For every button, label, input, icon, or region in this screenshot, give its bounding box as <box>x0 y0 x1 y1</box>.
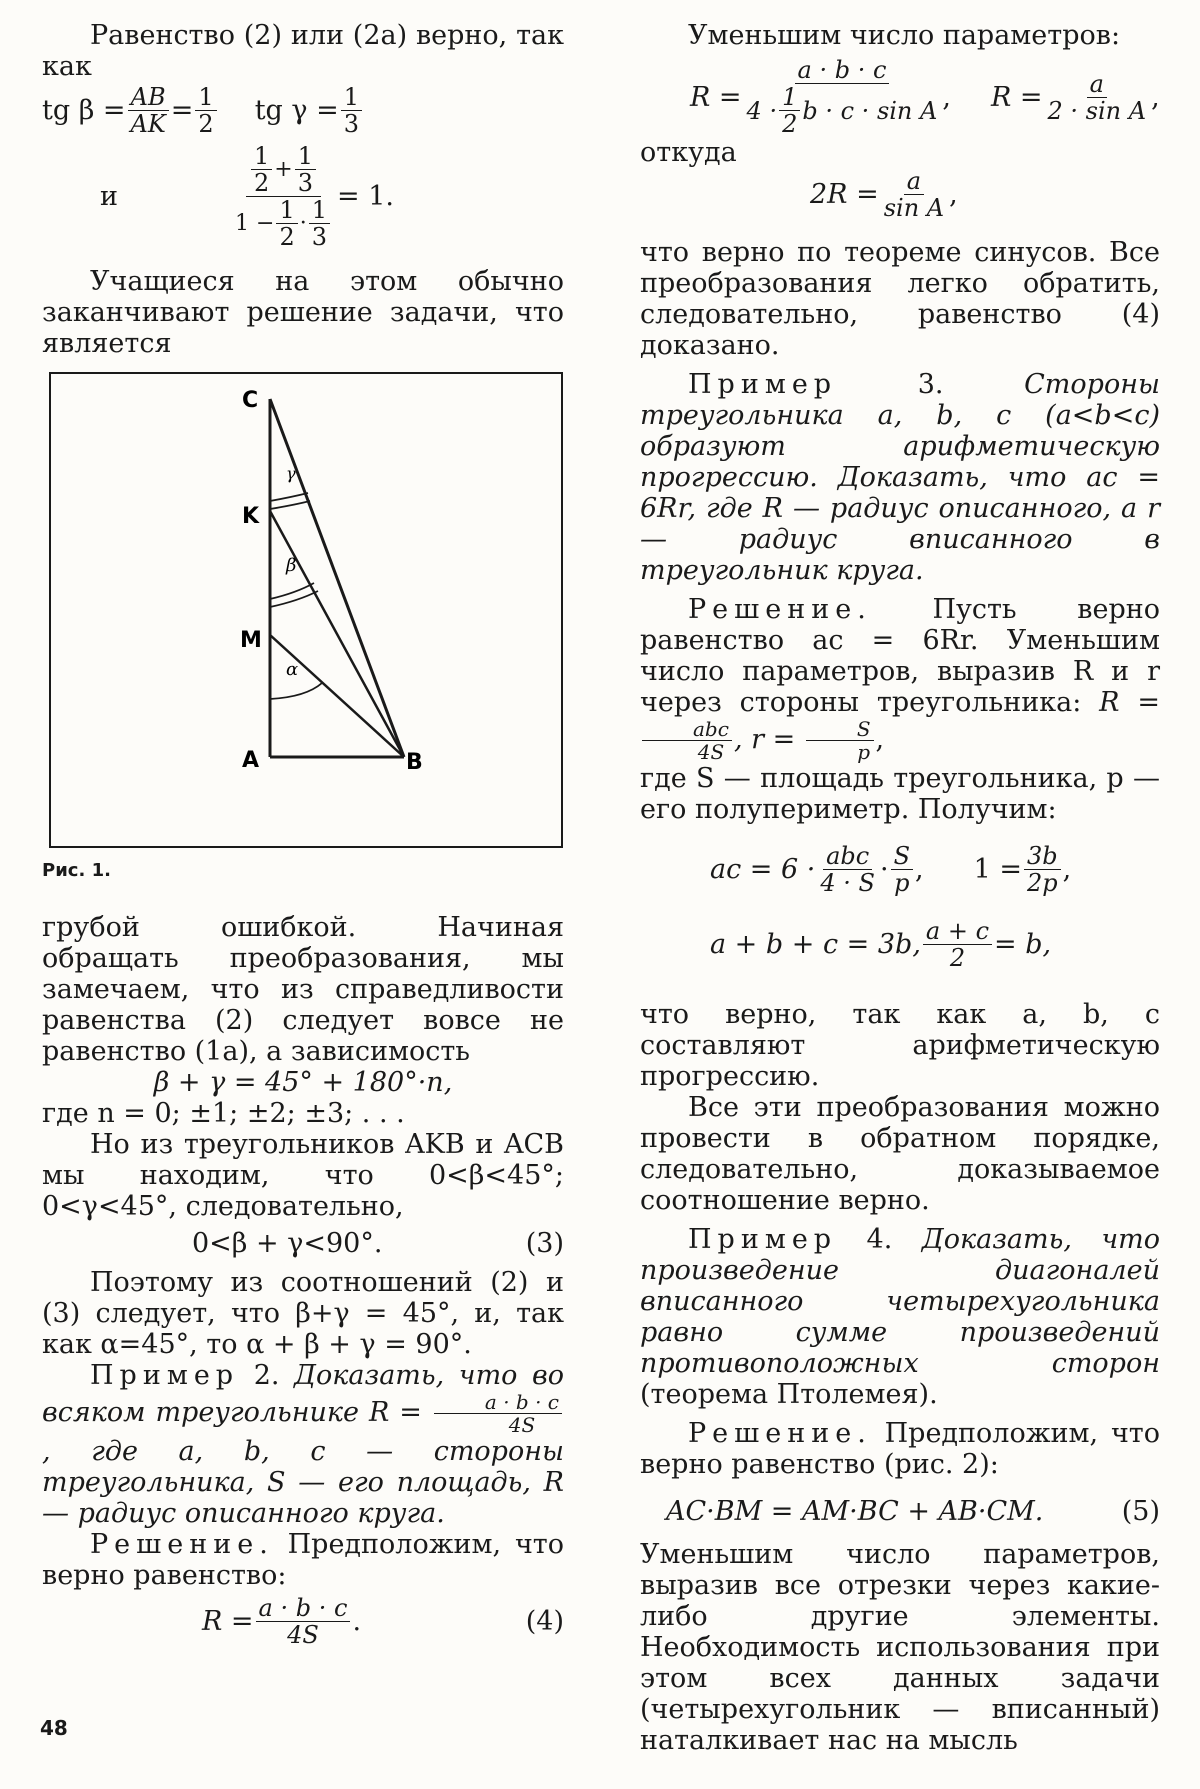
formula-5: AC·BM = AM·BC + AB·CM. (5) <box>666 1496 1160 1527</box>
arc-alpha <box>270 683 322 699</box>
formula-3: 0<β + γ<90°. (3) <box>192 1228 564 1259</box>
paragraph: Поэтому из соотношений (2) и (3) следует, что β+γ = 45°, и, так как α=45°, то α + β + γ = 90°. <box>42 1267 564 1360</box>
label-K: K <box>242 504 260 529</box>
label-beta: β <box>286 555 297 576</box>
formula-4: R = $\frac{a \cdot b \cdot c}{4S}$ . (4) <box>202 1594 564 1649</box>
formula-tg: tg β = $\frac{AB}{AK}$ = $\frac{1}{2}$ tg γ = $\frac{1}{3}$ <box>42 84 564 137</box>
paragraph: Уменьшим число параметров: <box>688 20 1121 51</box>
triangle-diagram <box>46 371 566 851</box>
arc-gamma-1 <box>270 493 308 501</box>
paragraph: грубой ошибкой. Начиная обращать преобразования, мы замечаем, что из справедливости равенства (2) следует вовсе не равенство (1a), а зависимость <box>42 912 564 1067</box>
paragraph: Учащиеся на этом обычно заканчивают решение задачи, что является <box>42 266 564 359</box>
example-2: Пример 2. Доказать, что во всяком треугольнике R = $\frac{a \cdot b \cdot c}{4S}$ , где a, b, c — стороны треугольника, S — его площадь, R — радиус описанного круга. <box>42 1360 564 1529</box>
paragraph: откуда <box>640 137 737 168</box>
left-column <box>42 20 564 1648</box>
paragraph: Равенство (2) или (2a) верно, так как <box>42 20 564 82</box>
formula-sum-abc: a + b + c = 3b, $\frac{a + c}{2}$ = b, <box>710 917 1052 972</box>
label-M: M <box>240 628 262 653</box>
solution-4: Решение. Предположим, что верно равенство (рис. 2): <box>640 1418 1160 1480</box>
solution-3: Решение. Пусть верно равенство ac = 6Rr. Уменьшим число параметров, выразив R и r через стороны треугольника: R = $\frac{\text{abc}}{4S}$ , r = $\frac{S}{p}$ , <box>640 594 1160 764</box>
page-number: 48 <box>40 1716 68 1740</box>
formula: β + γ = 45° + 180°·n, <box>153 1067 453 1098</box>
segment-KB <box>270 511 404 757</box>
paragraph: что верно, так как a, b, c составляют арифметическую прогрессию. <box>640 999 1160 1092</box>
paragraph: где S — площадь треугольника, p — его полупериметр. Получим: <box>640 763 1160 825</box>
label-B: B <box>406 750 423 775</box>
paragraph: Уменьшим число параметров, выразив все отрезки через какие-либо другие элементы. Необходимость использования при этом всех данных задачи (четырехугольник — вписанный) наталкивает нас на мысль <box>640 1539 1160 1756</box>
paragraph: Все эти преобразования можно провести в обратном порядке, следовательно, доказываемое соотношение верно. <box>640 1092 1160 1216</box>
label-gamma: γ <box>286 464 296 483</box>
paragraph: что верно по теореме синусов. Все преобразования легко обратить, следовательно, равенство (4) доказано. <box>640 237 1160 361</box>
paragraph: где n = 0; ±1; ±2; ±3; . . . <box>42 1098 405 1129</box>
label-C: C <box>242 388 259 413</box>
figure-frame <box>50 373 562 847</box>
arc-gamma-2 <box>270 501 310 509</box>
label-alpha: α <box>286 659 299 680</box>
side-CB <box>270 399 404 757</box>
example-3: Пример 3. Стороны треугольника a, b, c (a<b<c) образуют арифметическую прогрессию. Доказать, что ac = 6Rr, где R — радиус описанного, а r — радиус вписанного в треугольник круга. <box>640 369 1160 586</box>
figure-triangle <box>46 371 566 851</box>
formula-ac: ac = 6 · $\frac{\text{abc}}{4 \cdot S}$ · $\frac{S}{p}$ , 1 = $\frac{3b}{2p}$ , <box>710 842 1072 897</box>
example-4: Пример 4. Доказать, что произведение диагоналей вписанного четырехугольника равно сумме произведений противоположных сторон (теорема Птолемея). <box>640 1224 1160 1410</box>
label-A: A <box>242 748 260 773</box>
formula-sum: и $\frac{1}{2}$ + $\frac{1}{3}$ 1 − $\frac{1}{2}$ · $\frac{1}{3}$ = 1. <box>100 142 394 251</box>
figure-caption: Рис. 1. <box>42 860 111 881</box>
right-column <box>640 20 1160 1756</box>
paragraph: Но из треугольников AKB и ACB мы находим, что 0<β<45°; 0<γ<45°, следовательно, <box>42 1129 564 1222</box>
solution-2: Решение. Предположим, что верно равенство: <box>42 1529 564 1591</box>
arc-beta-2 <box>270 591 318 607</box>
formula-R-sinA: R = a · b · c 4 · $\frac{1}{2}$ b · c · sin A , R = $\frac{a}{\text{2 · sin A}}$ , <box>690 56 1160 138</box>
formula-2R: 2R = $\frac{a}{\text{sin A}}$ , <box>810 167 958 222</box>
